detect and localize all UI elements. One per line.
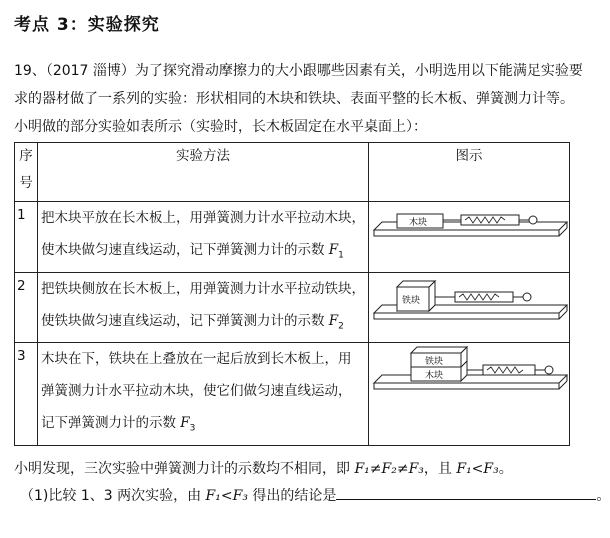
header-figure: 图示 <box>369 143 570 202</box>
header-no: 序号 <box>15 143 38 202</box>
figure-1-diagram <box>369 202 569 262</box>
figure-cell <box>369 272 570 343</box>
force-subscript: 3 <box>189 424 196 435</box>
row-method <box>38 272 369 343</box>
method-line: 记下弹簧测力计的示数 $F_3$ <box>41 415 196 435</box>
force-subscript: 1 <box>338 250 344 261</box>
method-line: 使木块做匀速直线运动，记下弹簧测力计的示数 $F_1$ <box>41 242 344 261</box>
finding-text <box>14 455 513 483</box>
row-method <box>38 343 369 446</box>
question-relation: F₁<F₃ <box>205 488 248 504</box>
block-label: 铁块 <box>425 357 444 368</box>
experiment-table <box>14 142 570 446</box>
figure-cell <box>369 343 570 446</box>
table-row <box>15 343 570 446</box>
intro-line: 小明做的部分实验如表所示（实验时，长木板固定在水平桌面上）： <box>14 119 427 135</box>
table-row <box>15 202 570 273</box>
section-heading: 考点 3：实验探究 <box>14 15 160 35</box>
header-method: 实验方法 <box>38 143 369 202</box>
question-suffix: 。 <box>596 488 610 504</box>
force-subscript: 2 <box>338 321 344 332</box>
spring-scale <box>461 215 519 225</box>
finding-middle: ，且 <box>423 461 457 477</box>
row-number: 1 <box>15 202 38 273</box>
table-row <box>15 272 570 343</box>
question-1 <box>20 484 610 508</box>
force-symbol: F <box>328 242 339 258</box>
figure-cell <box>369 202 570 273</box>
force-symbol: F <box>328 312 339 329</box>
intro-line: 19、（2017 淄博）为了探究滑动摩擦力的大小跟哪些因素有关，小明选用以下能满足实验要 <box>14 63 583 79</box>
method-line: 使铁块做匀速直线运动，记下弹簧测力计的示数 $F_2$ <box>41 312 344 332</box>
force-symbol: F <box>180 415 190 432</box>
row-method <box>38 202 369 273</box>
method-line: 弹簧测力计水平拉动木块，使它们做匀速直线运动， <box>41 383 352 400</box>
method-line: 把铁块侧放在长木板上，用弹簧测力计水平拉动铁块， <box>41 280 365 297</box>
relation-less: F₁<F₃ <box>456 461 499 477</box>
relation-unequal: F₁≠F₂≠F₃ <box>354 461 424 477</box>
spring-scale <box>455 292 513 302</box>
problem-intro <box>14 57 584 141</box>
question-middle: 得出的结论是 <box>247 488 337 504</box>
table-header-row <box>15 143 570 202</box>
method-line: 木块在下，铁块在上叠放在一起后放到长木板上，用 <box>41 351 352 368</box>
figure-3-diagram <box>369 343 569 437</box>
row-number: 2 <box>15 272 38 343</box>
method-line: 把木块平放在长木板上，用弹簧测力计水平拉动木块， <box>41 210 365 226</box>
intro-line: 求的器材做了一系列的实验：形状相同的木块和铁块、表面平整的长木板、弹簧测力计等。 <box>14 91 574 107</box>
finding-suffix: 。 <box>498 461 513 477</box>
question-prefix: （1)比较 1、3 两次实验，由 <box>20 488 206 504</box>
finding-prefix: 小明发现，三次实验中弹簧测力计的示数均不相同，即 <box>14 461 355 477</box>
row-number: 3 <box>15 343 38 446</box>
answer-blank[interactable] <box>336 485 596 500</box>
block-label: 木块 <box>425 371 444 382</box>
block-label: 铁块 <box>402 295 421 306</box>
figure-2-diagram <box>369 273 569 335</box>
block-label: 木块 <box>409 218 428 228</box>
